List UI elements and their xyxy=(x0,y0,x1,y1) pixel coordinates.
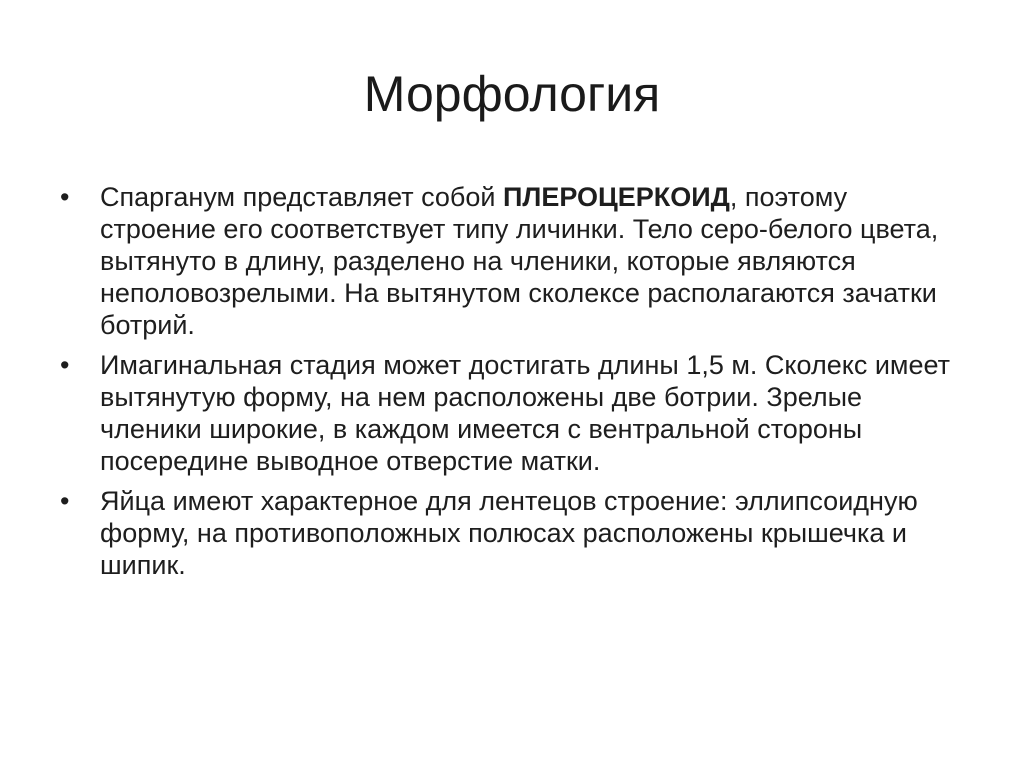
bullet-bold-term: ПЛЕРОЦЕРКОИД xyxy=(502,182,730,212)
bullet-item xyxy=(60,485,960,581)
bullet-item xyxy=(60,181,960,341)
bullet-list xyxy=(60,181,960,589)
bullet-text: Яйца имеют характерное для лентецов строение: эллипсоидную форму, на противоположных полюсах расположены крышечка и шипик. xyxy=(100,486,918,580)
bullet-text: Имагинальная стадия может достигать длины 1,5 м. Сколекс имеет вытянутую форму, на нем расположены две ботрии. Зрелые членики широкие, в каждом имеется с вентральной стороны посередине выводное отверстие матки. xyxy=(100,350,950,476)
bullet-item xyxy=(60,349,960,477)
bullet-dot-icon: • xyxy=(60,350,70,380)
slide-title: Морфология xyxy=(363,66,661,122)
bullet-dot-icon: • xyxy=(60,486,70,516)
bullet-dot-icon: • xyxy=(60,182,70,212)
bullet-text-part: , поэтому строение его соответствует типу личинки. Тело серо-белого цвета, вытянуто в длину, разделено на членики, которые являются неполовозрелыми. На вытянутом сколексе располагаются зачатки ботрий. xyxy=(100,182,939,340)
bullet-text-part: Спарганум представляет собой xyxy=(100,182,503,212)
